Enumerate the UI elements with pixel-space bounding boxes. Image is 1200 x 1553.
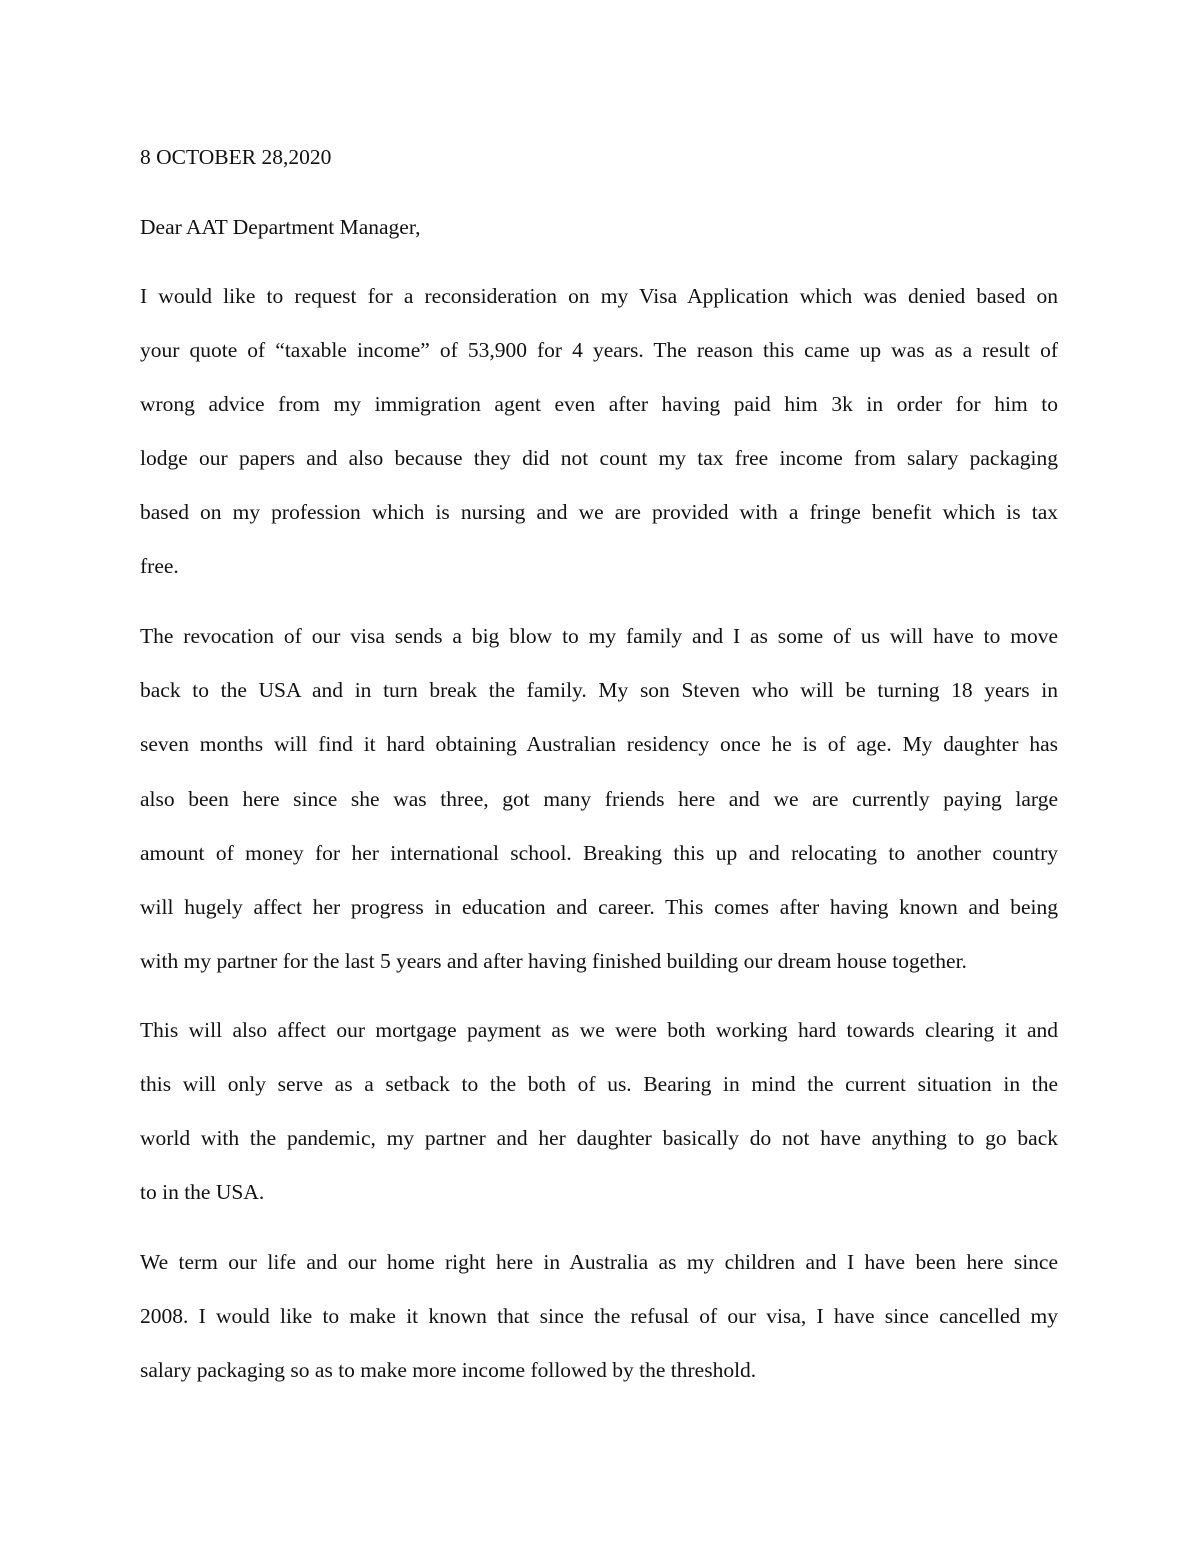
paragraph-1-line-1: I would like to request for a reconsideration on my Visa Application which was denied based on — [140, 284, 1058, 308]
letter-salutation: Dear AAT Department Manager, — [140, 215, 421, 239]
paragraph-3-line-2: this will only serve as a setback to the both of us. Bearing in mind the current situation in the — [140, 1072, 1058, 1096]
paragraph-3-line-3: world with the pandemic, my partner and her daughter basically do not have anything to go back — [140, 1126, 1058, 1150]
letter-date: 8 OCTOBER 28,2020 — [140, 145, 332, 169]
paragraph-4-line-1: We term our life and our home right here in Australia as my children and I have been here since — [140, 1250, 1058, 1274]
paragraph-4-line-2: 2008. I would like to make it known that since the refusal of our visa, I have since cancelled my — [140, 1304, 1058, 1328]
paragraph-2-line-1: The revocation of our visa sends a big blow to my family and I as some of us will have to move — [140, 624, 1058, 648]
paragraph-2-line-3: seven months will find it hard obtaining Australian residency once he is of age. My daughter has — [140, 732, 1058, 756]
paragraph-1-line-5: based on my profession which is nursing and we are provided with a fringe benefit which is tax — [140, 500, 1058, 524]
paragraph-2-line-7: with my partner for the last 5 years and after having finished building our dream house together. — [140, 949, 967, 973]
paragraph-4-line-3: salary packaging so as to make more income followed by the threshold. — [140, 1358, 757, 1382]
paragraph-2-line-5: amount of money for her international school. Breaking this up and relocating to another country — [140, 841, 1058, 865]
paragraph-3-line-1: This will also affect our mortgage payment as we were both working hard towards clearing it and — [140, 1018, 1058, 1042]
paragraph-1-line-4: lodge our papers and also because they did not count my tax free income from salary packaging — [140, 446, 1058, 470]
paragraph-2-line-4: also been here since she was three, got many friends here and we are currently paying large — [140, 787, 1058, 811]
paragraph-2-line-6: will hugely affect her progress in education and career. This comes after having known and being — [140, 895, 1058, 919]
paragraph-1-line-2: your quote of “taxable income” of 53,900 for 4 years. The reason this came up was as a result of — [140, 338, 1058, 362]
paragraph-1-line-6: free. — [140, 554, 179, 578]
paragraph-1-line-3: wrong advice from my immigration agent even after having paid him 3k in order for him to — [140, 392, 1058, 416]
paragraph-2-line-2: back to the USA and in turn break the family. My son Steven who will be turning 18 years in — [140, 678, 1058, 702]
paragraph-3-line-4: to in the USA. — [140, 1180, 265, 1204]
